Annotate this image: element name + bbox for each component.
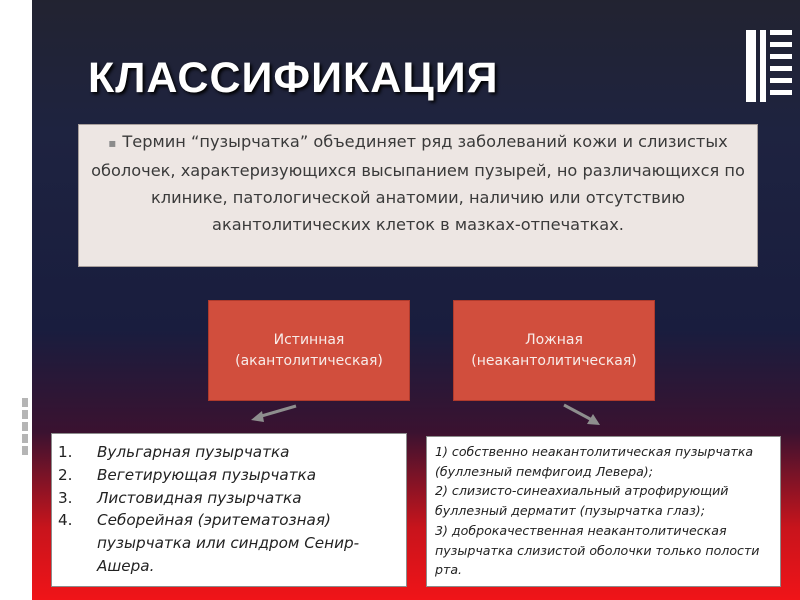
category-true-box [208, 300, 410, 401]
list-item: 3. Листовидная пузырчатка [58, 488, 302, 507]
square-bullet-icon: ▪ [108, 136, 117, 150]
deco-bar [770, 78, 792, 83]
deco-bar [746, 30, 756, 102]
list-item: 1) собственно неакантолитическая пузырчатка (буллезный пемфигоид Левера); [435, 444, 754, 479]
deco-bar [770, 54, 792, 59]
margin-stripe [22, 422, 28, 431]
deco-bar [770, 42, 792, 47]
list-item: 4. Себорейная (эритематозная) пузырчатка или синдром Сенир-Ашера. [58, 511, 360, 575]
category-true-name: Истинная [273, 331, 345, 348]
list-item: 1. Вульгарная пузырчатка [58, 443, 290, 461]
list-item: 2) слизисто-синеахиальный атрофирующий буллезный дерматит (пузырчатка глаз); [435, 483, 729, 519]
definition-box [78, 124, 758, 267]
deco-bar [770, 66, 792, 71]
category-false-box [453, 300, 655, 401]
slide-title: КЛАССИФИКАЦИЯ [88, 54, 499, 102]
margin-stripe [22, 398, 28, 407]
corner-decoration [746, 30, 796, 102]
deco-bar [770, 30, 792, 35]
margin-stripe [22, 434, 28, 443]
margin-stripe [22, 410, 28, 419]
category-true-subtitle: (акантолитическая) [235, 352, 383, 369]
definition-text: Термин “пузырчатка” объединяет ряд заболеваний кожи и слизистых оболочек, характеризующихся высыпанием пузырей, но различающихся по клинике, патологической анатомии, наличию или отсутствию акантолитических клеток в мазках-отпечатках. [91, 132, 745, 234]
list-item: 3) доброкачественная неакантолитическая пузырчатка слизистой оболочки только полости рта. [435, 522, 760, 578]
deco-bar [770, 90, 792, 95]
false-pemphigus-list [426, 436, 781, 587]
deco-bar [760, 30, 766, 102]
margin-stripe [22, 446, 28, 455]
left-margin-strip [0, 0, 32, 600]
category-false-name: Ложная [525, 331, 583, 348]
category-false-subtitle: (неакантолитическая) [471, 352, 637, 369]
true-pemphigus-list [51, 433, 407, 587]
arrow-down-left-icon [248, 402, 300, 424]
arrow-down-right-icon [560, 402, 604, 428]
list-item: 2. Вегетирующая пузырчатка [58, 465, 317, 484]
